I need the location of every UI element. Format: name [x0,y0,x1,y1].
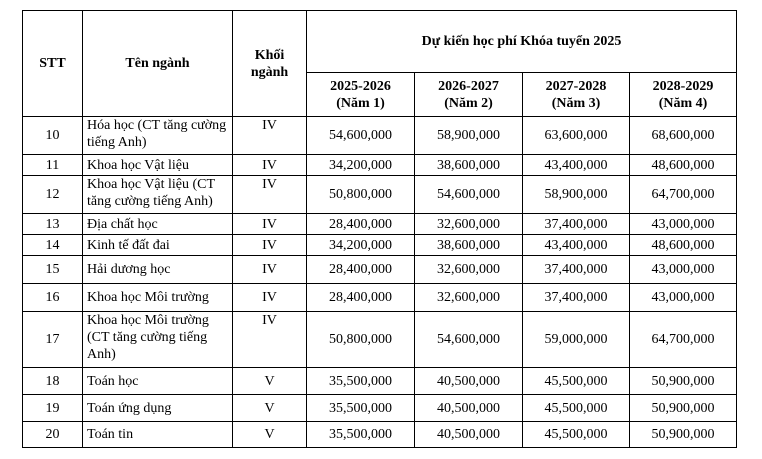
row-fee-year-3: 37,400,000 [523,214,630,235]
row-stt: 14 [23,235,83,256]
row-name: Khoa học Môi trường [83,284,233,312]
table-row [23,422,737,448]
row-name: Toán học [83,368,233,395]
row-khoi: IV [233,284,307,312]
row-fee-year-3: 45,500,000 [523,395,630,422]
row-fee-year-3: 37,400,000 [523,256,630,284]
row-name: Hải dương học [83,256,233,284]
row-fee-year-3: 37,400,000 [523,284,630,312]
row-fee-year-4: 50,900,000 [630,422,737,448]
header-year-range: 2027-2028 [545,78,607,94]
row-fee-year-1: 50,800,000 [307,176,415,214]
row-fee-year-4: 43,000,000 [630,214,737,235]
header-year-range: 2025-2026 [330,78,391,94]
row-stt: 10 [23,117,83,155]
row-fee-year-2: 38,600,000 [415,235,523,256]
row-khoi: IV [233,155,307,176]
row-fee-year-3: 59,000,000 [523,312,630,368]
row-fee-year-2: 32,600,000 [415,256,523,284]
header-year-label: (Năm 3) [551,95,601,111]
row-fee-year-1: 35,500,000 [307,395,415,422]
row-fee-year-2: 54,600,000 [415,176,523,214]
row-fee-year-3: 58,900,000 [523,176,630,214]
row-fee-year-4: 50,900,000 [630,395,737,422]
row-fee-year-1: 28,400,000 [307,214,415,235]
table-row [23,368,737,395]
row-fee-year-4: 64,700,000 [630,176,737,214]
table-row [23,256,737,284]
row-name: Khoa học Môi trường (CT tăng cường tiếng Anh) [83,312,233,368]
row-fee-year-1: 35,500,000 [307,422,415,448]
header-year-label: (Năm 2) [444,95,493,111]
row-fee-year-3: 63,600,000 [523,117,630,155]
row-fee-year-3: 43,400,000 [523,155,630,176]
row-fee-year-3: 45,500,000 [523,368,630,395]
row-fee-year-4: 43,000,000 [630,284,737,312]
row-fee-year-3: 45,500,000 [523,422,630,448]
tuition-table [22,10,737,448]
row-stt: 15 [23,256,83,284]
row-stt: 11 [23,155,83,176]
header-year-4 [630,73,737,117]
row-name: Toán tin [83,422,233,448]
table-row [23,312,737,368]
header-name: Tên ngành [83,11,233,117]
header-year-1 [307,73,415,117]
header-year-label: (Năm 1) [336,95,385,111]
row-name: Địa chất học [83,214,233,235]
table-body [23,117,737,448]
row-khoi: IV [233,176,307,214]
row-name: Khoa học Vật liệu [83,155,233,176]
row-fee-year-1: 34,200,000 [307,235,415,256]
table-row [23,284,737,312]
table-row [23,176,737,214]
table-row [23,235,737,256]
header-fees-group: Dự kiến học phí Khóa tuyển 2025 [307,11,737,73]
row-fee-year-1: 34,200,000 [307,155,415,176]
table-row [23,155,737,176]
row-fee-year-2: 40,500,000 [415,422,523,448]
header-year-range: 2028-2029 [652,78,714,94]
row-fee-year-2: 58,900,000 [415,117,523,155]
row-fee-year-2: 40,500,000 [415,368,523,395]
row-name: Kinh tế đất đai [83,235,233,256]
row-fee-year-3: 43,400,000 [523,235,630,256]
header-stt: STT [23,11,83,117]
table-row [23,117,737,155]
row-fee-year-2: 32,600,000 [415,214,523,235]
row-fee-year-1: 28,400,000 [307,256,415,284]
row-stt: 19 [23,395,83,422]
row-khoi: V [233,368,307,395]
row-khoi: V [233,422,307,448]
row-khoi: V [233,395,307,422]
header-khoi [233,11,307,117]
row-stt: 16 [23,284,83,312]
header-year-3 [523,73,630,117]
row-fee-year-4: 48,600,000 [630,155,737,176]
row-fee-year-2: 32,600,000 [415,284,523,312]
row-name: Toán ứng dụng [83,395,233,422]
header-year-range: 2026-2027 [438,78,499,94]
row-fee-year-1: 54,600,000 [307,117,415,155]
row-khoi: IV [233,256,307,284]
header-khoi-line1: Khối [254,47,285,63]
row-fee-year-1: 28,400,000 [307,284,415,312]
header-khoi-line2: ngành [250,64,289,80]
row-khoi: IV [233,214,307,235]
row-fee-year-1: 50,800,000 [307,312,415,368]
row-khoi: IV [233,312,307,368]
row-stt: 20 [23,422,83,448]
row-fee-year-4: 43,000,000 [630,256,737,284]
row-fee-year-2: 54,600,000 [415,312,523,368]
table-row [23,395,737,422]
row-stt: 13 [23,214,83,235]
row-fee-year-4: 68,600,000 [630,117,737,155]
row-fee-year-4: 64,700,000 [630,312,737,368]
row-khoi: IV [233,235,307,256]
row-fee-year-2: 38,600,000 [415,155,523,176]
row-fee-year-1: 35,500,000 [307,368,415,395]
row-fee-year-4: 50,900,000 [630,368,737,395]
row-stt: 17 [23,312,83,368]
header-year-label: (Năm 4) [658,95,708,111]
row-fee-year-2: 40,500,000 [415,395,523,422]
header-year-2 [415,73,523,117]
row-name: Khoa học Vật liệu (CT tăng cường tiếng Anh) [83,176,233,214]
row-khoi: IV [233,117,307,155]
row-fee-year-4: 48,600,000 [630,235,737,256]
row-stt: 12 [23,176,83,214]
row-stt: 18 [23,368,83,395]
table-row [23,214,737,235]
row-name: Hóa học (CT tăng cường tiếng Anh) [83,117,233,155]
